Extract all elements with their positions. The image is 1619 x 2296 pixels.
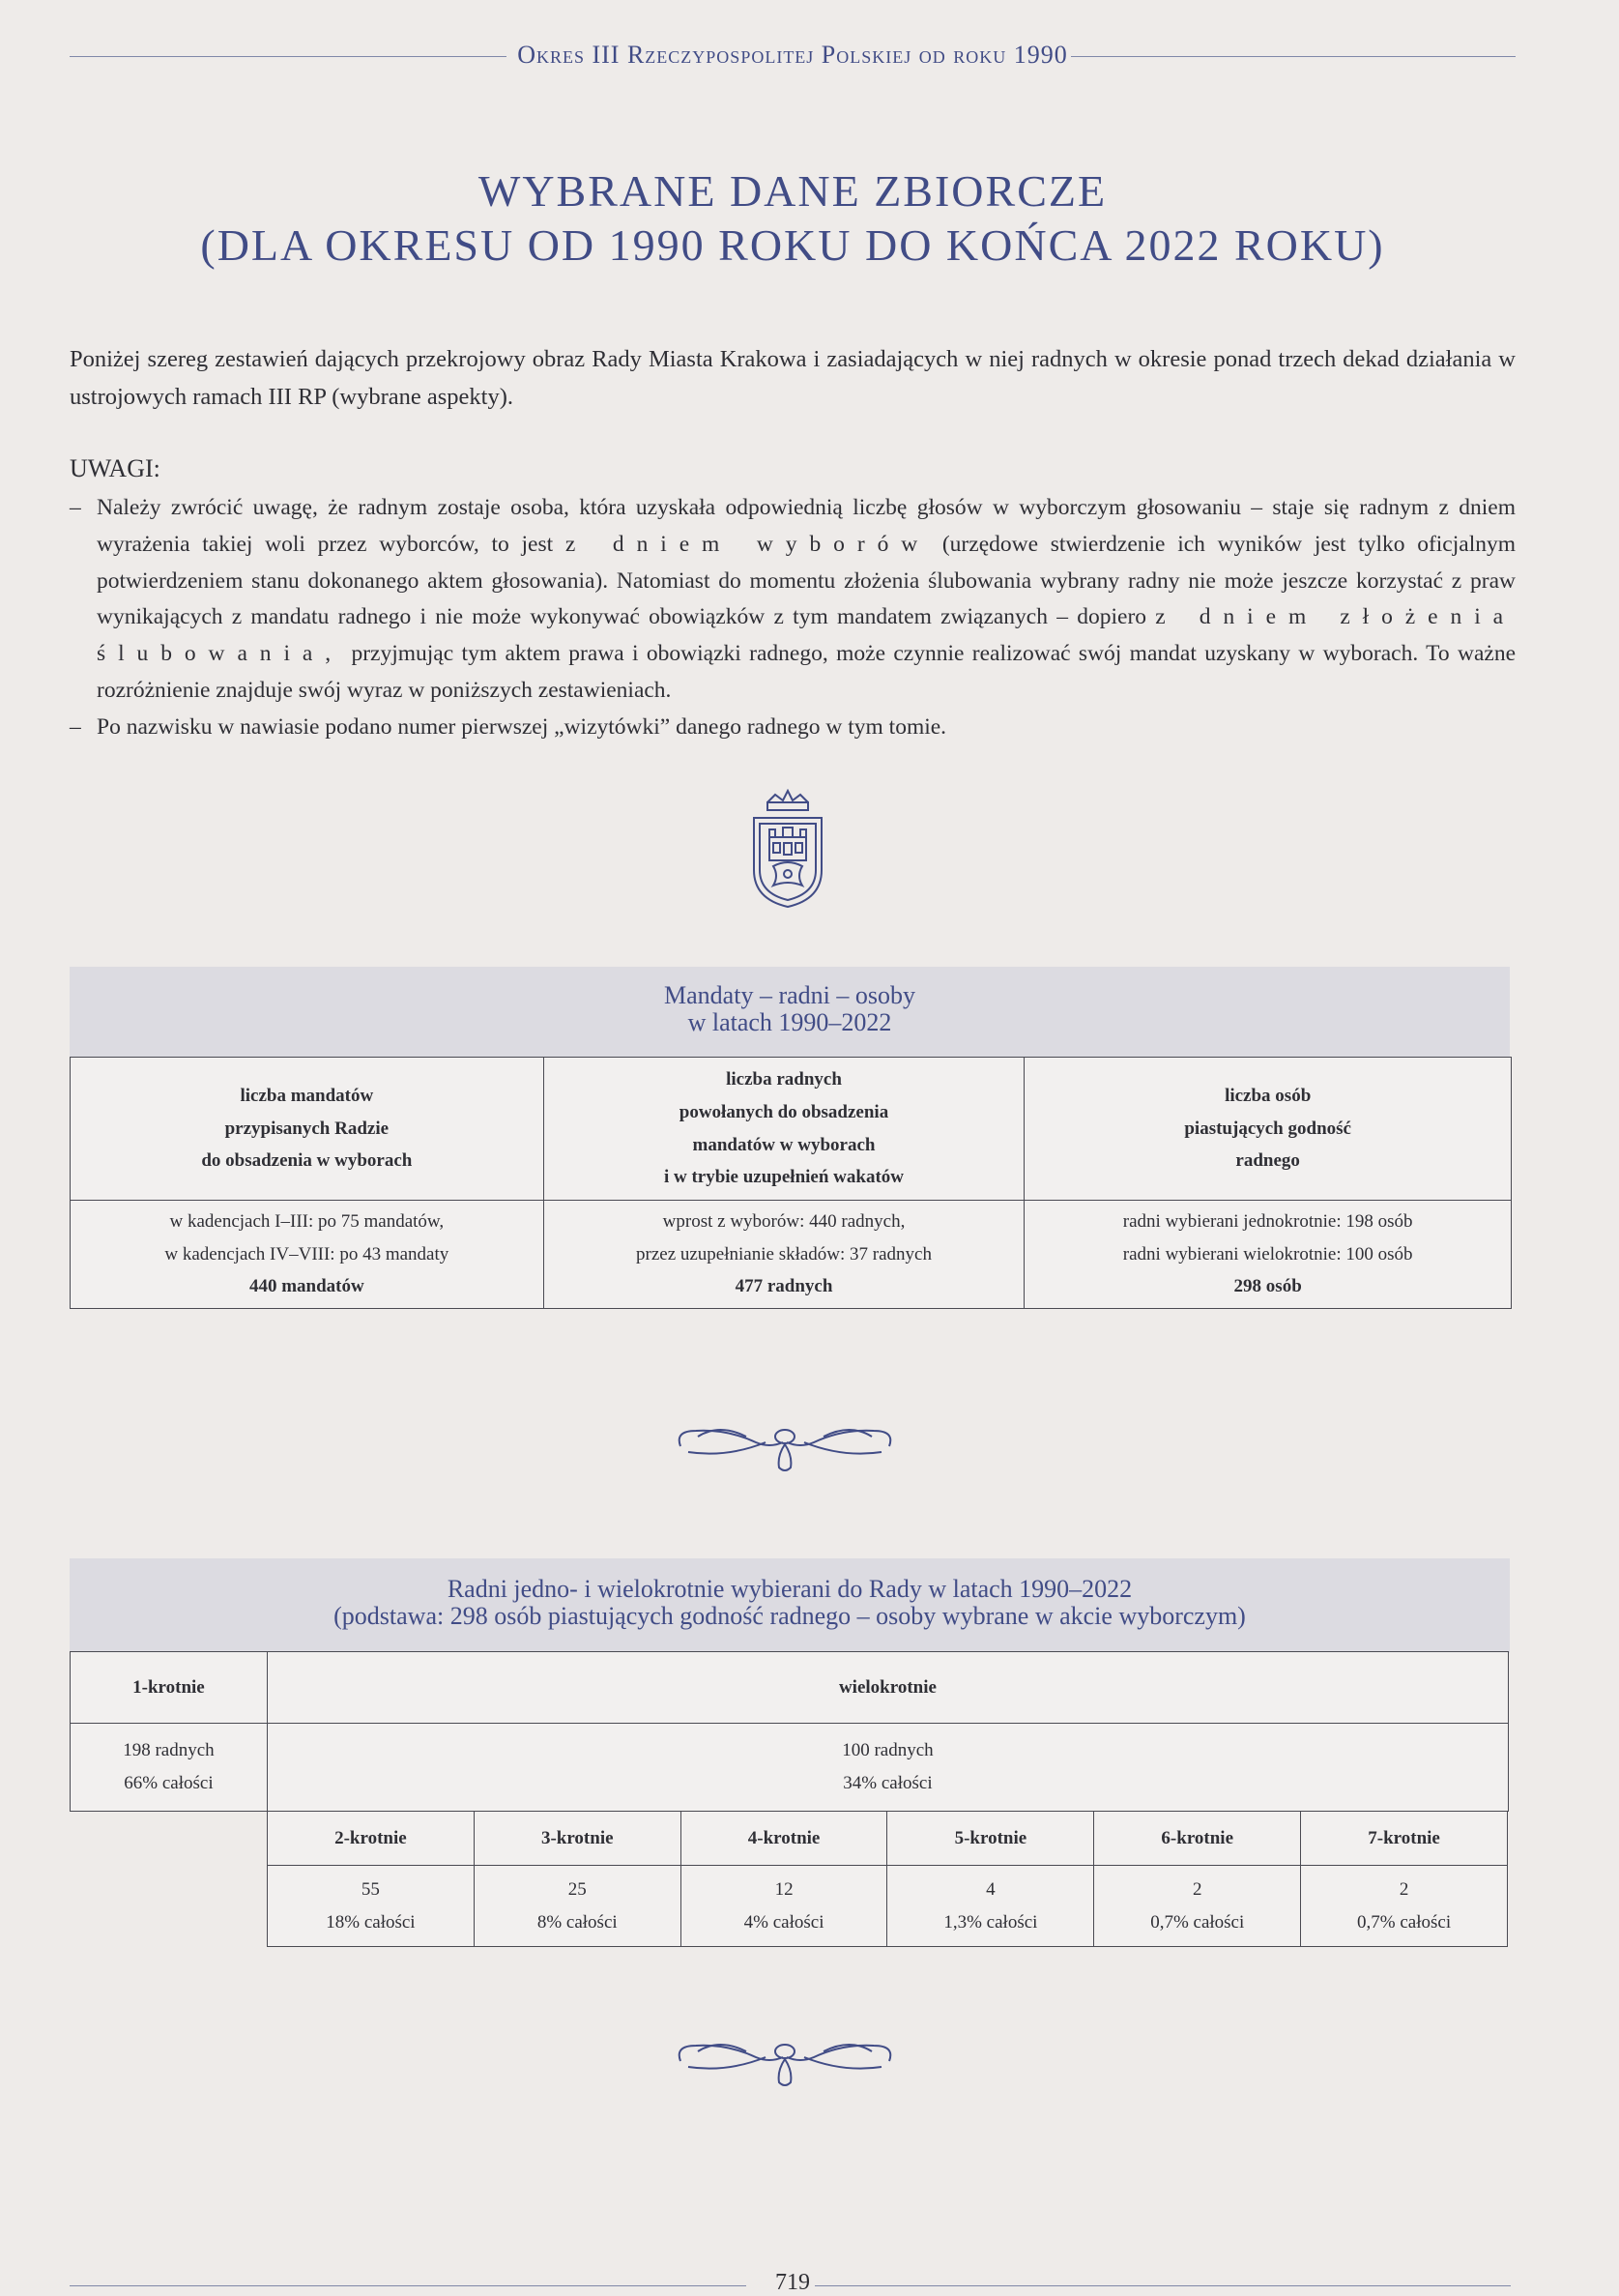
header-line: przypisanych Radzie: [224, 1118, 390, 1139]
table-row: [268, 1812, 1508, 1866]
table-cell: [474, 1866, 680, 1947]
table-header-cell: 7-krotnie: [1301, 1812, 1508, 1866]
table-cell: [680, 1866, 887, 1947]
header-line: piastujących godność: [1184, 1118, 1351, 1139]
cell-line: radni wybierani jednokrotnie: 198 osób: [1122, 1210, 1413, 1232]
cell-line: 55: [361, 1878, 380, 1900]
table-header-cell: 6-krotnie: [1094, 1812, 1301, 1866]
table-row: [71, 1058, 1512, 1201]
cell-line: 1,3% całości: [943, 1911, 1038, 1933]
note1-text-2: (urzędowe stwierdzenie ich wyników jest tylko oficjalnym potwierdzeniem stanu dokonanego aktem głosowania). Natomiast do momentu złożenia ślubowania wybrany radny nie może jeszcze korzystać z praw wynikających z mandatu radnego i nie może wykonywać obowiązków z tym mandatem związanych – dopiero: [97, 531, 1517, 630]
cell-line: wprost z wyborów: 440 radnych,: [662, 1210, 906, 1232]
table-header-cell: 2-krotnie: [268, 1812, 475, 1866]
note1-text-1: Należy zwrócić uwagę, że radnym zostaje osoba, która uzyskała odpowiednią liczbę głosów w wyborczym głosowaniu – staje się radnym z dniem wyrażenia takiej woli przez wyborców, to jest: [97, 495, 1516, 557]
table-row: [71, 1201, 1512, 1309]
table-header-cell: wielokrotnie: [267, 1652, 1508, 1724]
cell-line: 12: [774, 1878, 794, 1900]
cell-line: 4: [986, 1878, 996, 1900]
table-header-cell: [1025, 1058, 1512, 1201]
footer-rule-left: [70, 2285, 746, 2286]
running-header: [70, 35, 1516, 77]
cell-line: 34% całości: [843, 1773, 933, 1793]
table1-title-line1: Mandaty – radni – osoby: [664, 981, 915, 1009]
table-header-cell: 3-krotnie: [474, 1812, 680, 1866]
note-item: [70, 490, 1516, 710]
table-cell: [887, 1866, 1094, 1947]
cell-line: w kadencjach I–III: po 75 mandatów,: [169, 1210, 445, 1232]
krakow-coat-of-arms-icon: [746, 789, 829, 909]
table-header-cell: 5-krotnie: [887, 1812, 1094, 1866]
cell-line: 2: [1399, 1878, 1409, 1900]
table2-title-line1: Radni jedno- i wielokrotnie wybierani do Rady w latach 1990–2022: [447, 1575, 1133, 1603]
header-line: liczba radnych: [726, 1068, 842, 1090]
cell-line: 198 radnych: [123, 1740, 215, 1761]
cell-line: 2: [1192, 1878, 1202, 1900]
cell-line: 4% całości: [743, 1911, 824, 1933]
cell-line: 8% całości: [536, 1911, 618, 1933]
cell-line: 100 radnych: [842, 1740, 934, 1761]
cell-line: radni wybierani wielokrotnie: 100 osób: [1122, 1243, 1413, 1264]
header-line: powołanych do obsadzenia: [679, 1101, 889, 1122]
table-row: [71, 1652, 1509, 1724]
note1-emphasis-2: z dniem złożenia ślubowania,: [97, 604, 1517, 667]
cell-line: 66% całości: [124, 1773, 214, 1793]
table-row: [268, 1866, 1508, 1947]
table-cell: [267, 1724, 1508, 1812]
notes-heading: UWAGI:: [70, 454, 160, 482]
table-cell: [71, 1724, 268, 1812]
cell-line: 0,7% całości: [1357, 1911, 1452, 1933]
page-title-line2: (DLA OKRESU OD 1990 ROKU DO KOŃCA 2022 ROKU): [200, 220, 1385, 271]
running-title: Okres III Rzeczypospolitej Polskiej od roku 1990: [517, 41, 1068, 69]
table-header-cell: [543, 1058, 1025, 1201]
note-dash: –: [70, 713, 81, 740]
footer-rule-right: [815, 2285, 1511, 2286]
header-line: liczba mandatów: [240, 1085, 374, 1106]
page-title-line1: WYBRANE DANE ZBIORCZE: [477, 166, 1108, 216]
cell-line: w kadencjach IV–VIII: po 43 mandaty: [164, 1243, 449, 1264]
table-header-cell: 1-krotnie: [71, 1652, 268, 1724]
note-item: [70, 710, 1516, 746]
reelection-summary-table: [70, 1651, 1509, 1812]
table-row: [71, 1724, 1509, 1812]
table-cell: [268, 1866, 475, 1947]
cell-total: 298 osób: [1233, 1276, 1302, 1297]
table-header-cell: 4-krotnie: [680, 1812, 887, 1866]
cell-total: 477 radnych: [735, 1276, 833, 1297]
note-dash: –: [70, 495, 81, 520]
flourish-ornament-icon: [669, 2028, 901, 2090]
table-cell: [1025, 1201, 1512, 1309]
cell-line: 0,7% całości: [1150, 1911, 1245, 1933]
table1-title: [70, 982, 1510, 1036]
cell-line: przez uzupełnianie składów: 37 radnych: [636, 1243, 932, 1264]
header-line: liczba osób: [1225, 1085, 1312, 1106]
table-cell: [543, 1201, 1025, 1309]
note1-emphasis-1: z dniem wyborów: [564, 531, 931, 557]
table-cell: [1301, 1866, 1508, 1947]
cell-line: 25: [567, 1878, 587, 1900]
table2-title: [70, 1576, 1510, 1630]
notes-list: [70, 490, 1516, 746]
note2-text: Po nazwisku w nawiasie podano numer pierwszej „wizytówki” danego radnego w tym tomie.: [97, 713, 947, 740]
intro-paragraph: Poniżej szereg zestawień dających przekrojowy obraz Rady Miasta Krakowa i zasiadających w niej radnych w okresie ponad trzech dekad działania w ustrojowych ramach III RP (wybrane aspekty).: [70, 346, 1516, 411]
table-header-cell: [71, 1058, 544, 1201]
flourish-ornament-icon: [669, 1413, 901, 1475]
page-title: [70, 164, 1516, 273]
table2-title-line2: (podstawa: 298 osób piastujących godność radnego – osoby wybrane w akcie wyborczym): [333, 1602, 1246, 1631]
table-cell: [71, 1201, 544, 1309]
cell-total: 440 mandatów: [248, 1276, 364, 1297]
table-cell: [1094, 1866, 1301, 1947]
table1-title-line2: w latach 1990–2022: [687, 1008, 892, 1037]
reelection-breakdown-table: [267, 1811, 1508, 1947]
header-line: mandatów w wyborach: [692, 1134, 876, 1155]
header-line: radnego: [1235, 1150, 1300, 1172]
header-rule-right: [1071, 56, 1516, 57]
note1-text-3: przyjmując tym aktem prawa i obowiązki radnego, może czynnie realizować swój mandat uzyskany w wyborach. To ważne rozróżnienie znajduje swój wyraz w poniższych zestawieniach.: [97, 641, 1516, 704]
mandates-table: [70, 1057, 1512, 1309]
cell-line: 18% całości: [326, 1911, 416, 1933]
header-line: do obsadzenia w wyborach: [201, 1150, 413, 1172]
header-line: i w trybie uzupełnień wakatów: [663, 1167, 905, 1188]
page-number: 719: [775, 2270, 810, 2295]
